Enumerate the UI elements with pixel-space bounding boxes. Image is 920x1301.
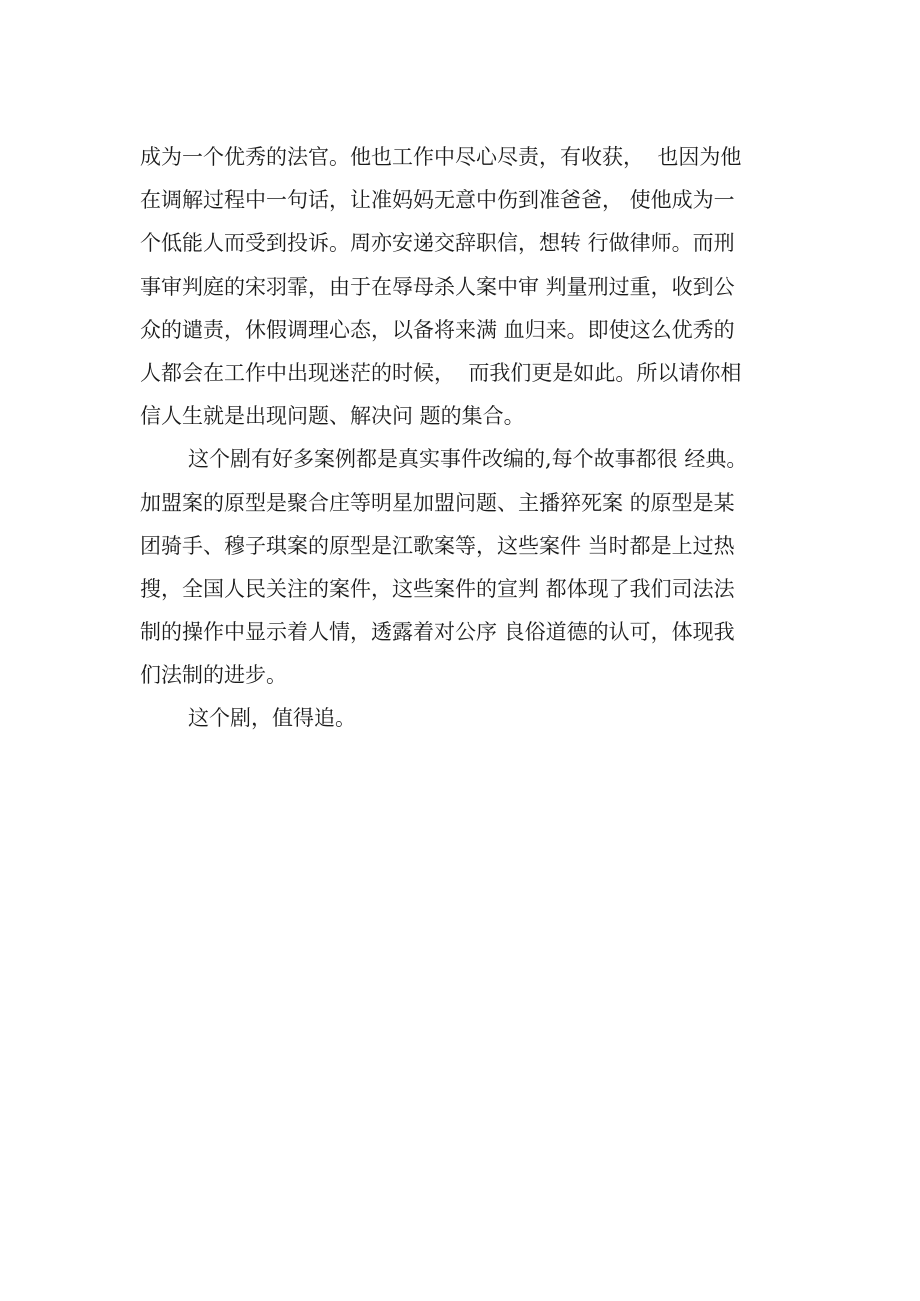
text-line: 这个剧，值得追。 [188, 706, 356, 731]
text-line: 团骑手、穆子琪案的原型是江歌案等，这些案件 当时都是上过热 [140, 533, 735, 558]
text-line: 这个剧有好多案例都是真实事件改编的,每个故事都很 经典。 [188, 447, 748, 472]
paragraph-1 [140, 136, 810, 438]
text-line: 众的谴责，休假调理心态，以备将来满 血归来。即使这么优秀的 [140, 317, 735, 342]
text-line: 在调解过程中一句话，让准妈妈无意中伤到准爸爸， 使他成为一 [140, 188, 735, 213]
text-line: 个低能人而受到投诉。周亦安递交辞职信，想转 行做律师。而刑 [140, 231, 735, 256]
text-line: 们法制的进步。 [140, 663, 287, 688]
text-line: 事审判庭的宋羽霏，由于在辱母杀人案中审 判量刑过重，收到公 [140, 274, 735, 299]
paragraph-3 [140, 697, 810, 740]
text-line: 搜，全国人民关注的案件，这些案件的宣判 都体现了我们司法法 [140, 576, 735, 601]
article-body [140, 136, 810, 741]
text-line: 成为一个优秀的法官。他也工作中尽心尽责，有收获， 也因为他 [140, 145, 742, 169]
text-line: 人都会在工作中出现迷茫的时候， 而我们更是如此。所以请你相 [140, 360, 742, 385]
text-line: 制的操作中显示着人情，透露着对公序 良俗道德的认可，体现我 [140, 620, 735, 645]
text-line: 加盟案的原型是聚合庄等明星加盟问题、主播猝死案 的原型是某 [140, 490, 735, 515]
text-line: 信人生就是出现问题、解决问 题的集合。 [140, 404, 525, 429]
paragraph-2 [140, 438, 810, 697]
